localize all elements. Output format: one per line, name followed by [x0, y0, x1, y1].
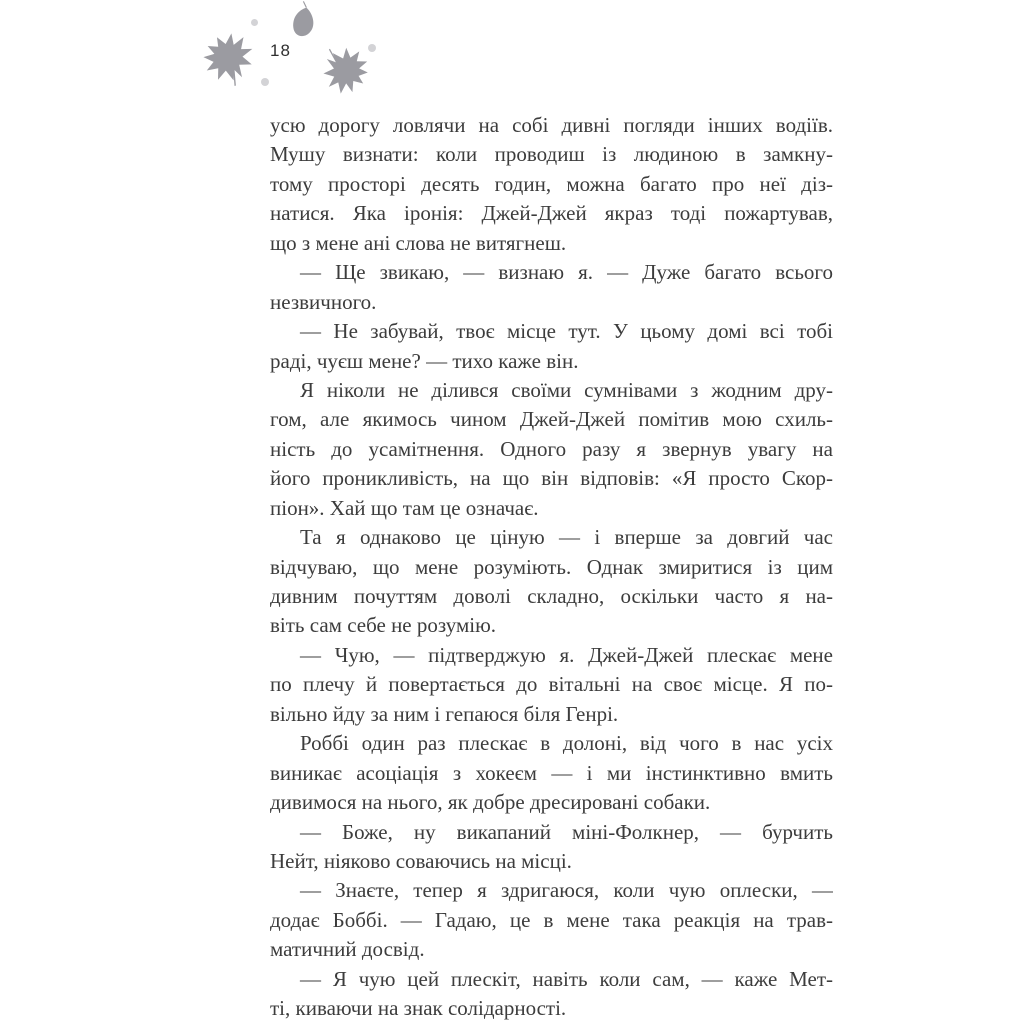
- text-line: — Ще звикаю, — визнаю я. — Дуже багато всього: [300, 260, 833, 285]
- text-line: — Я чую цей плескіт, навіть коли сам, — каже Мет-: [300, 966, 833, 991]
- text-line: Роббі один раз плескає в долоні, від чого в нас усіх: [300, 731, 833, 756]
- maple-leaf-icon: [190, 20, 266, 96]
- text-line: Мушу визнати: коли проводиш із людиною в замкну-: [270, 142, 833, 167]
- text-line: Та я однаково це ціную — і вперше за довгий час: [300, 525, 833, 550]
- text-line: піон». Хай що там це означає.: [270, 495, 539, 520]
- dot-decoration: [368, 44, 376, 52]
- text-line: раді, чуєш мене? — тихо каже він.: [270, 348, 579, 373]
- text-line: виникає асоціація з хокеєм — і ми інстинктивно вмить: [270, 760, 833, 785]
- text-line: віть сам себе не розумію.: [270, 613, 497, 638]
- text-line: дивимося на нього, як добре дресировані собаки.: [270, 790, 711, 815]
- text-line: ність до усамітнення. Одного разу я звернув увагу на: [270, 436, 833, 461]
- text-line: — Боже, ну викапаний міні-Фолкнер, — бурчить: [300, 819, 833, 844]
- text-line: що з мене ані слова не витягнеш.: [270, 230, 567, 255]
- text-line: — Знаєте, тепер я здригаюся, коли чую оплески, —: [300, 878, 833, 903]
- dot-decoration: [251, 19, 258, 26]
- text-block: [270, 111, 833, 1024]
- text-line: натися. Яка іронія: Джей-Джей якраз тоді пожартував,: [270, 201, 833, 226]
- text-line: незвичного.: [270, 289, 377, 314]
- text-line: Нейт, ніяково соваючись на місці.: [270, 848, 572, 873]
- text-line: — Не забувай, твоє місце тут. У цьому домі всі тобі: [300, 319, 833, 344]
- text-line: дивним почуттям доволі складно, оскільки часто я на-: [270, 584, 833, 608]
- text-line: матичний досвід.: [270, 937, 425, 962]
- text-line: його проникливість, на що він відповів: «Я просто Скор-: [270, 466, 833, 491]
- text-line: усю дорогу ловлячи на собі дивні погляди інших водіїв.: [270, 113, 833, 137]
- dot-decoration: [261, 78, 269, 86]
- text-line: тому просторі десять годин, можна багато про неї діз-: [270, 171, 833, 196]
- text-line: додає Боббі. — Гадаю, це в мене така реакція на трав-: [270, 907, 833, 932]
- text-line: гом, але якимось чином Джей-Джей помітив мою схиль-: [270, 407, 833, 432]
- text-line: ті, киваючи на знак солідарності.: [270, 996, 567, 1021]
- text-line: по плечу й повертається до вітальні на своє місце. Я по-: [270, 672, 833, 697]
- text-line: вільно йду за ним і гепаюся біля Генрі.: [270, 701, 619, 726]
- text-line: відчуваю, що мене розуміють. Однак змиритися із цим: [270, 554, 833, 579]
- page-number: 18: [270, 41, 291, 60]
- text-line: Я ніколи не ділився своїми сумнівами з жодним дру-: [300, 377, 833, 402]
- text-line: — Чую, — підтверджую я. Джей-Джей плескає мене: [300, 642, 833, 667]
